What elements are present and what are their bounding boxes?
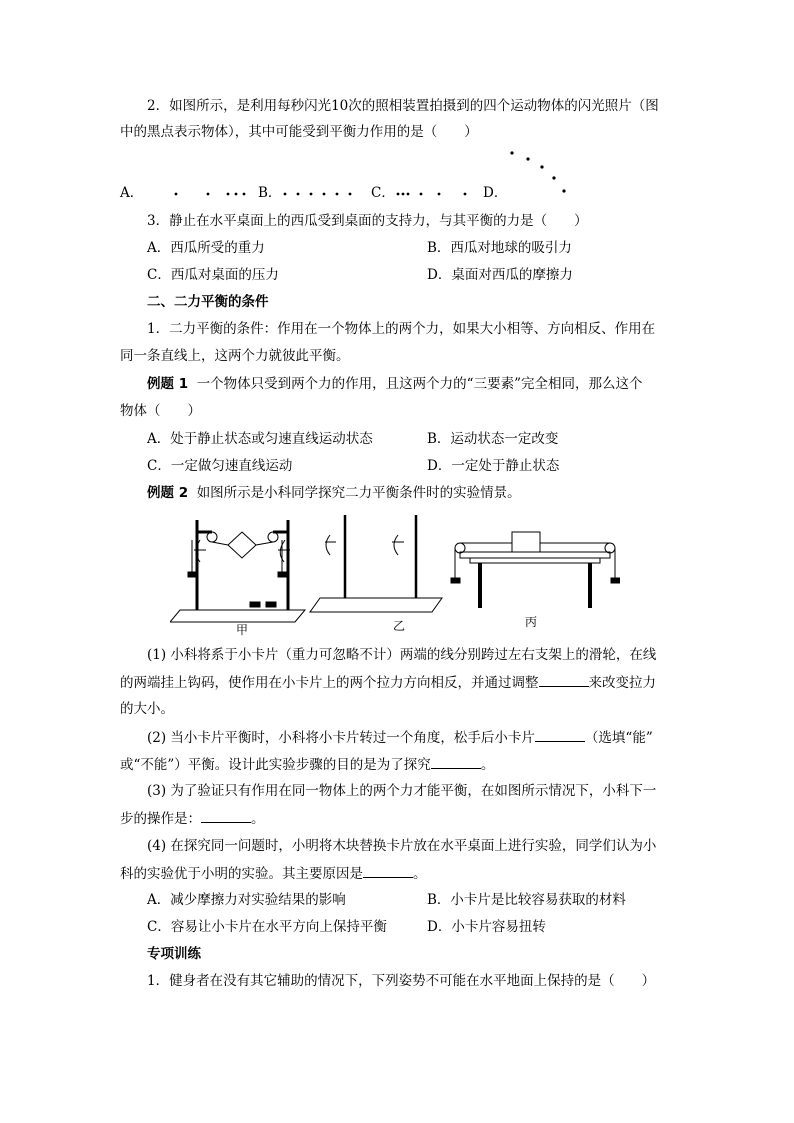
- sub4-line2-text: 科的实验优于小明的实验。其主要原因是: [120, 866, 363, 882]
- q3-option-c[interactable]: C．西瓜对桌面的压力: [147, 267, 279, 283]
- q3-stem: 3．静止在水平桌面上的西瓜受到桌面的支持力，与其平衡的力是（ ）: [147, 213, 588, 229]
- sub3-line2: [120, 808, 680, 829]
- q2-stem-line1: 2．如图所示，是利用每秒闪光10次的照相装置拍摄到的四个运动物体的闪光照片（图: [147, 98, 659, 114]
- sub1-line3: 的大小。: [120, 701, 174, 717]
- experiment-figures: [170, 510, 620, 640]
- sub3-answer-blank[interactable]: [201, 808, 251, 823]
- sub4-option-d[interactable]: D．小卡片容易扭转: [427, 919, 546, 935]
- figure-label-jia: 甲: [236, 623, 249, 637]
- example2-label: 例题 2: [147, 485, 189, 501]
- sub4-line2: [120, 863, 680, 884]
- sub2-answer-blank-1[interactable]: [535, 727, 585, 742]
- sub4-line1: (4) 在探究同一问题时，小明将木块替换卡片放在水平桌面上进行实验，同学们认为小: [147, 838, 657, 854]
- example1-option-b[interactable]: B．运动状态一定改变: [427, 431, 559, 447]
- example1-option-d[interactable]: D．一定处于静止状态: [427, 458, 560, 474]
- figure-label-yi: 乙: [393, 619, 406, 633]
- sub1-line2-end: 来改变拉力: [588, 675, 656, 691]
- sub3-line1: (3) 为了验证只有作用在同一物体上的两个力才能平衡，在如图所示情况下，小科下一: [147, 783, 657, 799]
- q2-option-c[interactable]: C．: [371, 185, 395, 201]
- sub4-answer-blank[interactable]: [363, 863, 413, 878]
- sub2-line1: [147, 727, 707, 748]
- example1-line2: 物体（ ）: [120, 403, 201, 419]
- option-a-dots: [150, 186, 260, 200]
- sub2-line2-text: 或“不能”）平衡。设计此实验步骤的目的是为了探究: [120, 757, 431, 773]
- sub1-answer-blank[interactable]: [539, 672, 589, 687]
- sub2-line2: [120, 754, 680, 775]
- example1-option-c[interactable]: C．一定做匀速直线运动: [147, 458, 293, 474]
- example1-option-a[interactable]: A．处于静止状态或匀速直线运动状态: [147, 431, 373, 447]
- training-title: 专项训练: [147, 946, 201, 962]
- sub4-option-b[interactable]: B．小卡片是比较容易获取的材料: [427, 892, 626, 908]
- sub2-answer-blank-2[interactable]: [431, 754, 481, 769]
- example2-stem: 如图所示是小科同学探究二力平衡条件时的实验情景。: [196, 485, 521, 501]
- figure-bing: [451, 532, 620, 608]
- sub3-line2-end: 。: [251, 811, 265, 827]
- figure-label-bing: 丙: [525, 615, 538, 629]
- example2-line1: [147, 483, 707, 503]
- sub1-line2: [120, 672, 680, 693]
- q2-option-a[interactable]: A．: [120, 185, 144, 201]
- q3-option-a[interactable]: A．西瓜所受的重力: [147, 240, 265, 256]
- section-title: 二、二力平衡的条件: [147, 294, 269, 310]
- training-q1: 1．健身者在没有其它辅助的情况下，下列姿势不可能在水平地面上保持的是（ ）: [147, 973, 656, 989]
- condition-line1: 1．二力平衡的条件：作用在一个物体上的两个力，如果大小相等、方向相反、作用在: [147, 321, 656, 337]
- sub2-line1-end: （选填“能”: [584, 730, 653, 746]
- example1-line1: [147, 374, 707, 394]
- sub3-line2-text: 步的操作是：: [120, 811, 201, 827]
- example1-label: 例题 1: [147, 376, 189, 392]
- sub4-line2-end: 。: [413, 866, 427, 882]
- option-b-dots: [280, 186, 360, 200]
- q2-stem-line2: 中的黑点表示物体），其中可能受到平衡力作用的是（ ）: [120, 124, 478, 140]
- figure-yi: [310, 515, 442, 612]
- sub4-option-a[interactable]: A．减少摩擦力对实验结果的影响: [147, 892, 346, 908]
- option-c-dots: [393, 186, 473, 200]
- q2-option-b[interactable]: B．: [258, 185, 282, 201]
- sub4-option-c[interactable]: C．容易让小卡片在水平方向上保持平衡: [147, 919, 387, 935]
- sub1-line1: (1) 小科将系于小卡片（重力可忽略不计）两端的线分别跨过左右支架上的滑轮，在线: [147, 647, 657, 663]
- condition-line2: 同一条直线上，这两个力就彼此平衡。: [120, 348, 350, 364]
- q3-option-b[interactable]: B．西瓜对地球的吸引力: [427, 240, 572, 256]
- sub1-line2-text: 的两端挂上钩码，使作用在小卡片上的两个拉力方向相反，并通过调整: [120, 675, 539, 691]
- q3-option-d[interactable]: D．桌面对西瓜的摩擦力: [427, 267, 573, 283]
- sub2-line1-text: (2) 当小卡片平衡时，小科将小卡片转过一个角度，松手后小卡片: [147, 730, 535, 746]
- sub2-line2-end: 。: [480, 757, 495, 773]
- q2-option-d[interactable]: D．: [483, 185, 508, 201]
- figure-jia: [170, 520, 305, 622]
- example1-stem: 一个物体只受到两个力的作用，且这两个力的“三要素”完全相同，那么这个: [196, 376, 643, 392]
